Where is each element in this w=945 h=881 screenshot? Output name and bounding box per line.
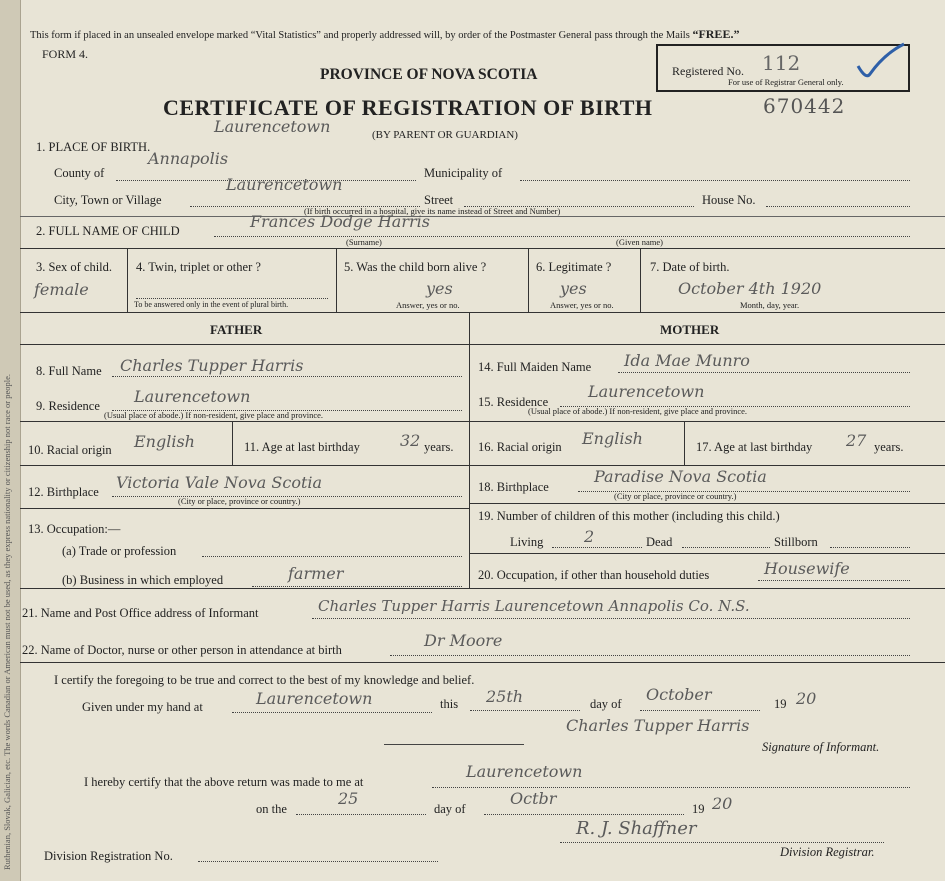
father-residence-label: 9. Residence <box>36 399 100 413</box>
municipality-label: Municipality of <box>424 166 503 180</box>
alive-label: 5. Was the child born alive ? <box>344 260 487 274</box>
left-margin-strip <box>0 0 21 881</box>
certify-text: I certify the foregoing to be true and correct to the best of my knowledge and belief. <box>54 673 475 687</box>
return-year-suffix: 20 <box>712 794 733 813</box>
city-value: Laurencetown <box>226 175 343 194</box>
child-name-label: 2. FULL NAME OF CHILD <box>36 224 180 238</box>
given-place-value: Laurencetown <box>256 689 373 708</box>
parents-bottom-rule <box>20 588 945 589</box>
house-line <box>766 206 910 207</box>
dob-note: Month, day, year. <box>740 300 800 310</box>
father-birthplace-label: 12. Birthplace <box>28 485 99 499</box>
father-race-value: English <box>134 432 195 451</box>
mother-residence-label: 15. Residence <box>478 395 549 409</box>
father-name-value: Charles Tupper Harris <box>120 356 304 375</box>
legitimate-label: 6. Legitimate ? <box>536 260 612 274</box>
municipality-line <box>520 180 910 181</box>
stillborn-line <box>830 547 910 548</box>
col-rule <box>528 248 529 312</box>
children-rule <box>470 503 945 504</box>
handwritten-number: 670442 <box>763 94 846 118</box>
living-line <box>552 547 642 548</box>
mother-race-value: English <box>582 429 643 448</box>
registrar-line <box>560 842 884 843</box>
registered-no-note: For use of Registrar General only. <box>728 77 844 87</box>
mother-birthplace-label: 18. Birthplace <box>478 480 549 494</box>
informant-value: Charles Tupper Harris Laurencetown Annapolis Co. N.S. <box>318 597 750 615</box>
return-day-line <box>296 814 426 815</box>
signature-rule <box>384 744 524 745</box>
mother-residence-value: Laurencetown <box>588 382 705 401</box>
mother-name-value: Ida Mae Munro <box>624 351 750 370</box>
alive-value: yes <box>426 279 453 298</box>
stillborn-label: Stillborn <box>774 535 818 549</box>
dead-line <box>682 547 770 548</box>
mother-name-label: 14. Full Maiden Name <box>478 360 592 374</box>
page-title: CERTIFICATE OF REGISTRATION OF BIRTH <box>163 95 653 120</box>
age-col-rule <box>684 421 685 465</box>
mother-age-label: 17. Age at last birthday <box>696 440 813 454</box>
return-day-of: day of <box>434 802 466 816</box>
place-of-birth-label: 1. PLACE OF BIRTH. <box>36 140 151 154</box>
twin-line <box>136 298 328 299</box>
street-label: Street <box>424 193 454 207</box>
twin-label: 4. Twin, triplet or other ? <box>136 260 261 274</box>
father-residence-note: (Usual place of abode.) If non-resident, give place and province. <box>104 410 324 420</box>
row-top-rule <box>20 248 945 249</box>
children-label: 19. Number of children of this mother (including this child.) <box>478 509 780 523</box>
return-place-value: Laurencetown <box>466 762 583 781</box>
col-rule <box>127 248 128 312</box>
return-day-value: 25 <box>338 789 359 808</box>
return-on-the: on the <box>256 802 287 816</box>
business-label: (b) Business in which employed <box>62 573 224 587</box>
return-place-line <box>432 787 910 788</box>
return-label: I hereby certify that the above return was made to me at <box>84 775 364 789</box>
return-month-value: Octbr <box>510 789 557 808</box>
mother-name-line <box>618 372 910 373</box>
hospital-note: (If birth occurred in a hospital, give its name instead of Street and Number) <box>304 206 561 216</box>
col-rule <box>640 248 641 312</box>
house-label: House No. <box>702 193 756 207</box>
mail-notice-free: “FREE.” <box>692 27 740 41</box>
place-of-birth-note: (BY PARENT OR GUARDIAN) <box>372 129 518 141</box>
business-value: farmer <box>288 564 344 583</box>
mother-occupation-line <box>758 580 910 581</box>
trade-line <box>202 556 462 557</box>
given-month-line <box>640 710 760 711</box>
divider <box>20 216 945 217</box>
mail-notice-text: This form if placed in an unsealed envelope marked “Vital Statistics” and properly addressed will, by order of the Postmaster General pass through the Mails <box>30 30 690 41</box>
given-day-of: day of <box>590 697 622 711</box>
form-number: FORM 4. <box>42 47 89 61</box>
doctor-label: 22. Name of Doctor, nurse or other person in attendance at birth <box>22 643 342 657</box>
cert-rule <box>20 662 945 663</box>
county-label: County of <box>54 166 105 180</box>
city-label: City, Town or Village <box>54 193 162 207</box>
child-name-value: Frances Dodge Harris <box>250 212 430 231</box>
mother-residence-note: (Usual place of abode.) If non-resident, give place and province. <box>528 406 748 416</box>
given-place-line <box>232 712 432 713</box>
father-age-label: 11. Age at last birthday <box>244 440 360 454</box>
father-name-line <box>112 376 462 377</box>
mother-birthplace-value: Paradise Nova Scotia <box>594 467 767 486</box>
mother-birthplace-note: (City or place, province or country.) <box>614 491 737 501</box>
sex-label: 3. Sex of child. <box>36 260 113 274</box>
mother-age-value: 27 <box>846 431 867 450</box>
margin-text: Ruthenian, Slovak, Galician, etc. The words Canadian or American must not be used, as they express nationality or citizenship not race or people. <box>2 373 12 870</box>
twin-note: To be answered only in the event of plural birth. <box>134 300 289 309</box>
mother-race-label: 16. Racial origin <box>478 440 562 454</box>
race-bottom-rule <box>20 465 945 466</box>
occupation-rule <box>20 508 470 509</box>
father-age-unit: years. <box>424 440 454 454</box>
father-name-label: 8. Full Name <box>36 364 102 378</box>
registrar-label: Division Registrar. <box>780 845 875 859</box>
parents-header-rule <box>20 344 945 345</box>
father-race-label: 10. Racial origin <box>28 443 112 457</box>
mother-occupation-value: Housewife <box>764 559 850 578</box>
business-line <box>252 586 462 587</box>
registered-no-value: 112 <box>762 51 801 75</box>
parents-divider <box>469 312 470 588</box>
father-header: FATHER <box>210 322 263 337</box>
child-name-line <box>214 236 910 237</box>
col-rule <box>336 248 337 312</box>
living-value: 2 <box>584 527 595 546</box>
m-occupation-rule <box>470 553 945 554</box>
father-birthplace-note: (City or place, province or country.) <box>178 496 301 506</box>
row-bottom-rule <box>20 312 945 313</box>
age-col-rule <box>232 421 233 465</box>
occupation-label: 13. Occupation:— <box>28 522 121 536</box>
given-name-note: (Given name) <box>616 237 663 247</box>
mother-occupation-label: 20. Occupation, if other than household duties <box>478 568 710 582</box>
informant-signature: Charles Tupper Harris <box>566 716 750 735</box>
legitimate-note: Answer, yes or no. <box>550 300 614 310</box>
return-month-line <box>484 814 684 815</box>
living-label: Living <box>510 535 544 549</box>
registered-no-label: Registered No. <box>672 64 744 78</box>
race-top-rule <box>20 421 945 422</box>
mother-age-unit: years. <box>874 440 904 454</box>
alive-note: Answer, yes or no. <box>396 300 460 310</box>
informant-line <box>312 618 910 619</box>
father-residence-value: Laurencetown <box>134 387 251 406</box>
division-no-line <box>198 861 438 862</box>
province-heading: PROVINCE OF NOVA SCOTIA <box>320 66 538 83</box>
given-month-value: October <box>646 685 712 704</box>
dead-label: Dead <box>646 535 673 549</box>
registered-no-box <box>656 44 910 92</box>
legitimate-value: yes <box>560 279 587 298</box>
dob-value: October 4th 1920 <box>678 279 822 298</box>
county-value: Annapolis <box>148 149 229 168</box>
mother-header: MOTHER <box>660 322 720 337</box>
doctor-value: Dr Moore <box>424 631 503 650</box>
division-no-label: Division Registration No. <box>44 849 173 863</box>
given-this: this <box>440 697 459 711</box>
given-year-prefix: 19 <box>774 697 787 711</box>
dob-label: 7. Date of birth. <box>650 260 730 274</box>
given-day-line <box>470 710 580 711</box>
place-of-birth-value: Laurencetown <box>214 117 331 136</box>
trade-label: (a) Trade or profession <box>62 544 177 558</box>
checkmark-icon <box>854 40 908 84</box>
given-day-value: 25th <box>486 687 524 706</box>
given-year-suffix: 20 <box>796 689 817 708</box>
return-year-prefix: 19 <box>692 802 705 816</box>
registrar-signature: R. J. Shaffner <box>576 818 697 839</box>
doctor-line <box>390 655 910 656</box>
mail-notice <box>30 27 739 43</box>
father-birthplace-value: Victoria Vale Nova Scotia <box>116 473 323 492</box>
informant-label: 21. Name and Post Office address of Informant <box>22 606 259 620</box>
informant-signature-label: Signature of Informant. <box>762 740 880 754</box>
given-label: Given under my hand at <box>82 700 203 714</box>
surname-note: (Surname) <box>346 237 382 247</box>
sex-value: female <box>34 280 89 299</box>
father-age-value: 32 <box>400 431 421 450</box>
